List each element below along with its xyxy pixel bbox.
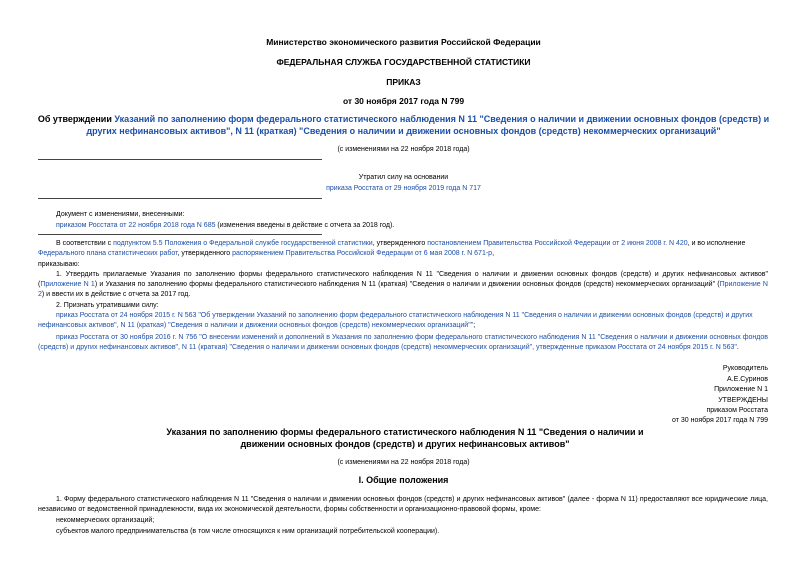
doc-title bbox=[30, 113, 777, 137]
title-link[interactable]: Указаний по заполнению форм федерального статистического наблюдения N 11 "Сведения о наличии и движении основных фондов (средств) и других нефинансовых активов", N 11 (краткая) "Сведения о наличии и движении основных фондов (средств) некоммерческих организаций" bbox=[86, 114, 770, 136]
text: В соответствии с bbox=[56, 240, 114, 247]
ministry-heading: Министерство экономического развития Российской Федерации bbox=[266, 37, 541, 47]
lost-force-link bbox=[0, 184, 807, 194]
repealed-order-2-link[interactable]: приказ Росстата от 30 ноября 2016 г. N 756 "О внесении изменений и дополнений в Указания по заполнению форм федерального статистического наблюдения N 11 "Сведения о наличии и движении основных фондов (средств) и других нефинансовых активов", N 11 (краткая) "Сведения о наличии и движении основных фондов (средств) некоммерческих организаций", утвержденные приказом Росстата от 24 ноября 2015 г. N 563" bbox=[38, 334, 768, 351]
text: ) и Указания по заполнению формы федерального статистического наблюдения N 11 (краткая) "Сведения о наличии и движении основных фондов (средств) некоммерческих организаций" ( bbox=[94, 281, 720, 288]
doc-type: ПРИКАЗ bbox=[386, 77, 421, 87]
order-word: приказываю: bbox=[38, 261, 80, 268]
appendix-label: Приложение N 1 bbox=[714, 386, 768, 393]
government-decree-link[interactable]: постановлением Правительства Российской Федерации от 2 июня 2008 г. N 420 bbox=[427, 240, 688, 247]
service-heading: ФЕДЕРАЛЬНАЯ СЛУЖБА ГОСУДАРСТВЕННОЙ СТАТИСТИКИ bbox=[276, 57, 531, 67]
signature-name: А.Е.Суринов bbox=[727, 376, 768, 383]
divider bbox=[38, 198, 322, 199]
appendix-2-link[interactable]: Приложение N 2 bbox=[38, 281, 768, 298]
doc-changes-link[interactable]: приказом Росстата от 22 ноября 2018 года N 685 bbox=[56, 222, 216, 229]
text: . bbox=[736, 344, 739, 351]
appendix-approved: УТВЕРЖДЕНЫ bbox=[718, 397, 768, 404]
exception-item: субъектов малого предпринимательства (в том числе относящихся к ним организаций потребительской кооперации). bbox=[56, 528, 440, 535]
section-heading: I. Общие положения bbox=[358, 475, 449, 485]
text: , bbox=[492, 250, 495, 257]
appendix-date: от 30 ноября 2017 года N 799 bbox=[672, 417, 768, 424]
exception-item: некоммерческих организаций; bbox=[56, 517, 155, 524]
appendix-title: Указания по заполнению формы федерального статистического наблюдения N 11 "Сведения о наличии и движении основных фондов (средств) и других нефинансовых активов" bbox=[166, 427, 644, 449]
federal-plan-link[interactable]: Федерального плана статистических работ bbox=[38, 250, 178, 257]
signature-role: Руководитель bbox=[722, 365, 768, 372]
appendix-1-link[interactable]: Приложение N 1 bbox=[40, 281, 95, 288]
appendix-by: приказом Росстата bbox=[706, 407, 768, 414]
text: , утвержденного bbox=[372, 240, 428, 247]
doc-changes-line bbox=[56, 221, 394, 231]
divider bbox=[38, 159, 322, 160]
lost-force-line: Утратил силу на основании bbox=[358, 174, 449, 181]
doc-changes-tail: (изменения введены в действие с отчета за 2018 год). bbox=[215, 222, 395, 229]
text: ; bbox=[473, 322, 476, 329]
divider bbox=[38, 234, 322, 235]
repealed-order-1 bbox=[38, 311, 768, 331]
repealed-order-2 bbox=[38, 333, 768, 353]
doc-changes-label: Документ с изменениями, внесенными: bbox=[56, 211, 185, 218]
order-item-2: 2. Признать утратившими силу: bbox=[56, 302, 159, 309]
text: ) и ввести их в действие с отчета за 2017 год. bbox=[41, 291, 191, 298]
repealed-order-1-link[interactable]: приказ Росстата от 24 ноября 2015 г. N 563 "Об утверждении Указаний по заполнению форм федерального статистического наблюдения N 11 "Сведения о наличии и движении основных фондов (средств) и других нефинансовых активов", N 11 (краткая) "Сведения о наличии и движении основных фондов (средств) некоммерческих организаций"" bbox=[38, 312, 753, 329]
section-paragraph-1: 1. Форму федерального статистического наблюдения N 11 "Сведения о наличии и движении основных фондов (средств) и других нефинансовых активов" (далее - форма N 11) предоставляют все юридические лица, независимо от ведомственной принадлежности, вида их экономической деятельности, формы собственности и организационно-правовой формы, кроме: bbox=[38, 496, 768, 513]
doc-date-number: от 30 ноября 2017 года N 799 bbox=[342, 96, 465, 106]
amend-note: (с изменениями на 22 ноября 2018 года) bbox=[337, 146, 470, 153]
title-prefix: Об утверждении bbox=[37, 114, 115, 124]
text: , и во исполнение bbox=[687, 240, 746, 247]
government-order-link[interactable]: распоряжением Правительства Российской Федерации от 6 мая 2008 г. N 671-р bbox=[232, 250, 493, 257]
appendix-amend-note: (с изменениями на 22 ноября 2018 года) bbox=[337, 459, 470, 466]
preamble-paragraph bbox=[38, 239, 768, 259]
lost-force-order-link[interactable]: приказа Росстата от 29 ноября 2019 года N 717 bbox=[326, 185, 481, 192]
regulation-link[interactable]: подпунктом 5.5 Положения о Федеральной службе государственной статистики bbox=[113, 240, 373, 247]
text: 1. Утвердить прилагаемые Указания по заполнению формы федерального статистического наблюдения N 11 "Сведения о наличии и движении основных фондов (средств) и других нефинансовых активов" ( bbox=[38, 271, 768, 288]
text: , утвержденного bbox=[177, 250, 233, 257]
order-item-1 bbox=[38, 270, 768, 300]
